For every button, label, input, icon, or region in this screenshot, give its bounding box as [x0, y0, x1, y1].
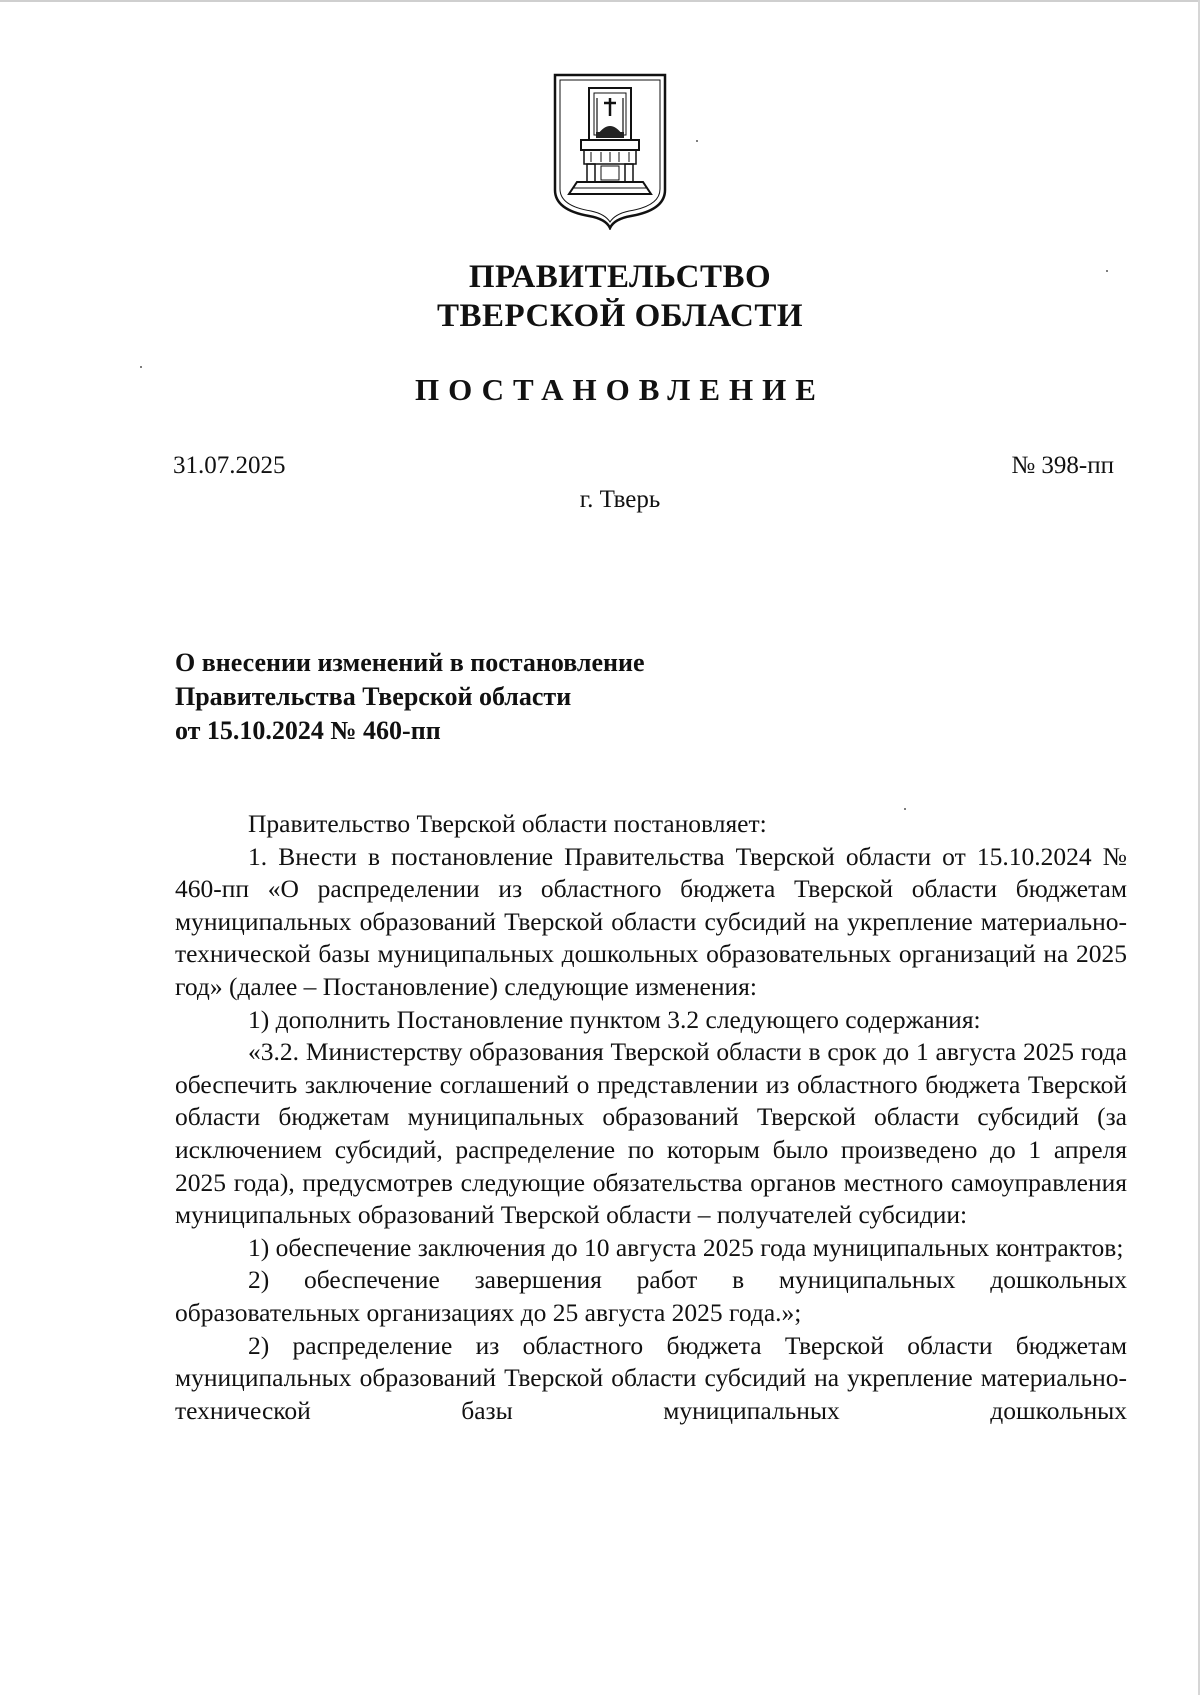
scan-speck [140, 366, 142, 368]
document-number: № 398-пп [1011, 452, 1114, 479]
scan-speck [904, 808, 906, 810]
body-paragraph: «3.2. Министерству образования Тверской области в срок до 1 августа 2025 года обеспечить заключение соглашений о представлении из областного бюджета Тверской области бюджетам муниципальных образований Тверской области субсидий (за исключением субсидий, распределение по которым было произведено до 1 апреля 2025 года), предусмотрев следующие обязательства органов местного самоуправления муниципальных образований Тверской области – получателей субсидии: [175, 1037, 1127, 1230]
organization-name [0, 258, 1200, 336]
document-date: 31.07.2025 [173, 452, 286, 479]
body-paragraph: 1) дополнить Постановление пунктом 3.2 следующего содержания: [248, 1004, 981, 1034]
subject-line-3: от 15.10.2024 № 460-пп [175, 716, 441, 745]
scan-speck [1106, 270, 1108, 272]
scan-speck [696, 140, 698, 142]
document-type: ПОСТАНОВЛЕНИЕ [415, 372, 825, 407]
document-body [175, 808, 1127, 1427]
organization-line-1: ПРАВИТЕЛЬСТВО [468, 259, 772, 295]
coat-of-arms-emblem [551, 72, 669, 230]
body-paragraph: 1) обеспечение заключения до 10 августа 2025 года муниципальных контрактов; [248, 1232, 1124, 1262]
body-paragraph: 2) распределение из областного бюджета Тверской области бюджетам муниципальных образований Тверской области субсидий на укрепление материально-технической базы муниципальных дошкольных [175, 1330, 1127, 1425]
body-paragraph: 1. Внести в постановление Правительства Тверской области от 15.10.2024 № 460-пп «О распределении из областного бюджета Тверской области бюджетам муниципальных образований Тверской области субсидий на укрепление материально-технической базы муниципальных дошкольных образовательных организаций на 2025 год» (далее – Постановление) следующие изменения: [175, 841, 1127, 1001]
subject-line-2: Правительства Тверской области [175, 682, 572, 711]
document-subject [175, 646, 645, 748]
scan-edge [0, 0, 1200, 2]
document-city: г. Тверь [579, 486, 661, 513]
organization-line-2: ТВЕРСКОЙ ОБЛАСТИ [436, 297, 804, 334]
subject-line-1: О внесении изменений в постановление [175, 648, 645, 677]
body-paragraph: Правительство Тверской области постановляет: [248, 809, 767, 838]
body-paragraph: 2) обеспечение завершения работ в муниципальных дошкольных образовательных организациях до 25 августа 2025 года.»; [175, 1265, 1127, 1327]
